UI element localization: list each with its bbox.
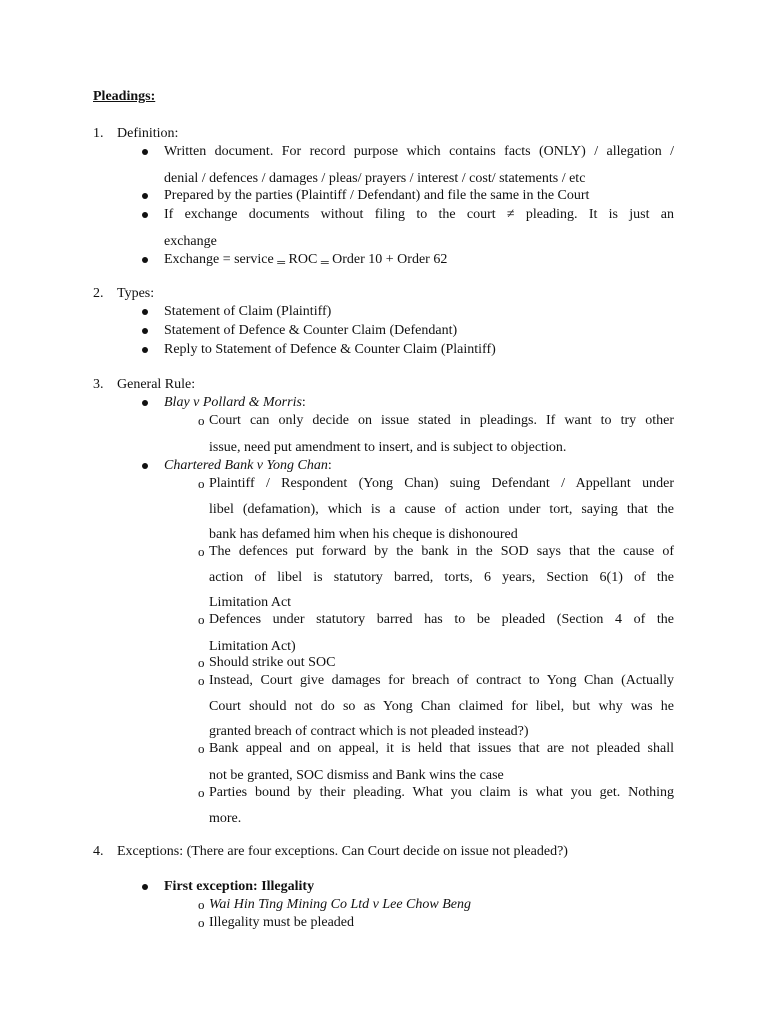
exchange-text: Exchange = service [164,252,274,267]
exception-heading [164,878,314,896]
bullet-icon [142,884,148,890]
sub-point-text: not be granted, SOC dismiss and Bank wins the case [209,768,504,783]
sub-point-text: libel (defamation), which is a cause of action under tort, saying that the [209,502,674,517]
section-number: 4. [93,844,104,859]
sub-point-text: Defences under statutory barred has to be pleaded (Section 4 of the [209,612,674,627]
sub-point-text: bank has defamed him when his cheque is dishonoured [209,527,518,542]
bullet-icon [142,212,148,218]
sub-point-text: Instead, Court give damages for breach of contract to Yong Chan (Actually [209,673,674,688]
double-line-icon: ═ [277,257,286,269]
sub-point-text: Illegality must be pleaded [209,915,355,930]
section-number: 2. [93,286,104,301]
sub-point-text: Limitation Act) [209,639,296,654]
sub-bullet-icon: o [198,673,205,688]
bullet-icon [142,149,148,155]
bullet-icon [142,400,148,406]
case-name [164,457,332,475]
sub-bullet-icon: o [198,476,205,491]
case-title: Wai Hin Ting Mining Co Ltd v Lee Chow Beng [209,897,471,912]
bullet-icon [142,257,148,263]
case-suffix: : [301,395,306,410]
bullet-icon [142,309,148,315]
sub-point-text: Court can only decide on issue stated in pleadings. If want to try other [209,413,674,428]
case-name [209,896,471,914]
case-title: Blay v Pollard & Morris [164,395,302,410]
sub-bullet-icon: o [198,741,205,756]
bullet-text: Statement of Claim (Plaintiff) [164,304,332,319]
sub-point-text: Plaintiff / Respondent (Yong Chan) suing Defendant / Appellant under [209,476,674,491]
sub-point-text: Limitation Act [209,595,292,610]
roc-text: ROC [288,252,318,267]
section-number: 3. [93,377,104,392]
bullet-text: Prepared by the parties (Plaintiff / Defendant) and file the same in the Court [164,188,590,203]
bullet-icon [142,463,148,469]
case-name [164,394,306,412]
bullet-icon [142,328,148,334]
page-title: Pleadings: [93,89,156,104]
sub-bullet-icon: o [198,544,205,559]
bullet-text [164,251,447,272]
bullet-text: Written document. For record purpose which contains facts (ONLY) / allegation / [164,144,674,159]
sub-bullet-icon: o [198,915,205,930]
sub-point-text: Should strike out SOC [209,655,336,670]
sub-point-text: The defences put forward by the bank in the SOD says that the cause of [209,544,674,559]
sub-point-text: action of libel is statutory barred, torts, 6 years, Section 6(1) of the [209,570,674,585]
sub-point-text: Parties bound by their pleading. What you claim is what you get. Nothing [209,785,674,800]
sub-bullet-icon: o [198,612,205,627]
exception-title: First exception: Illegality [164,879,315,894]
sub-bullet-icon: o [198,785,205,800]
bullet-text: exchange [164,234,217,249]
bullet-text: If exchange documents without filing to the court ≠ pleading. It is just an [164,207,674,222]
section-number: 1. [93,126,104,141]
sub-point-text: Bank appeal and on appeal, it is held that issues that are not pleaded shall [209,741,674,756]
bullet-text: Reply to Statement of Defence & Counter Claim (Plaintiff) [164,342,496,357]
sub-bullet-icon: o [198,655,205,670]
section-heading: Definition: [117,126,179,141]
sub-point-text: issue, need put amendment to insert, and is subject to objection. [209,440,567,455]
double-line-icon: ═ [320,257,329,269]
case-title: Chartered Bank v Yong Chan [164,458,328,473]
section-heading: Types: [117,286,155,301]
case-suffix: : [327,458,332,473]
sub-point-text: more. [209,811,242,826]
sub-point-text: Court should not do so as Yong Chan claimed for libel, but why was he [209,699,674,714]
sub-bullet-icon: o [198,413,205,428]
order-text: Order 10 + Order 62 [332,252,448,267]
section-heading: General Rule: [117,377,196,392]
sub-point-text: granted breach of contract which is not pleaded instead?) [209,724,529,739]
bullet-text: denial / defences / damages / pleas/ prayers / interest / cost/ statements / etc [164,171,586,186]
sub-bullet-icon: o [198,897,205,912]
bullet-icon [142,347,148,353]
section-heading: Exceptions: (There are four exceptions. Can Court decide on issue not pleaded?) [117,844,568,859]
bullet-icon [142,193,148,199]
bullet-text: Statement of Defence & Counter Claim (Defendant) [164,323,458,338]
